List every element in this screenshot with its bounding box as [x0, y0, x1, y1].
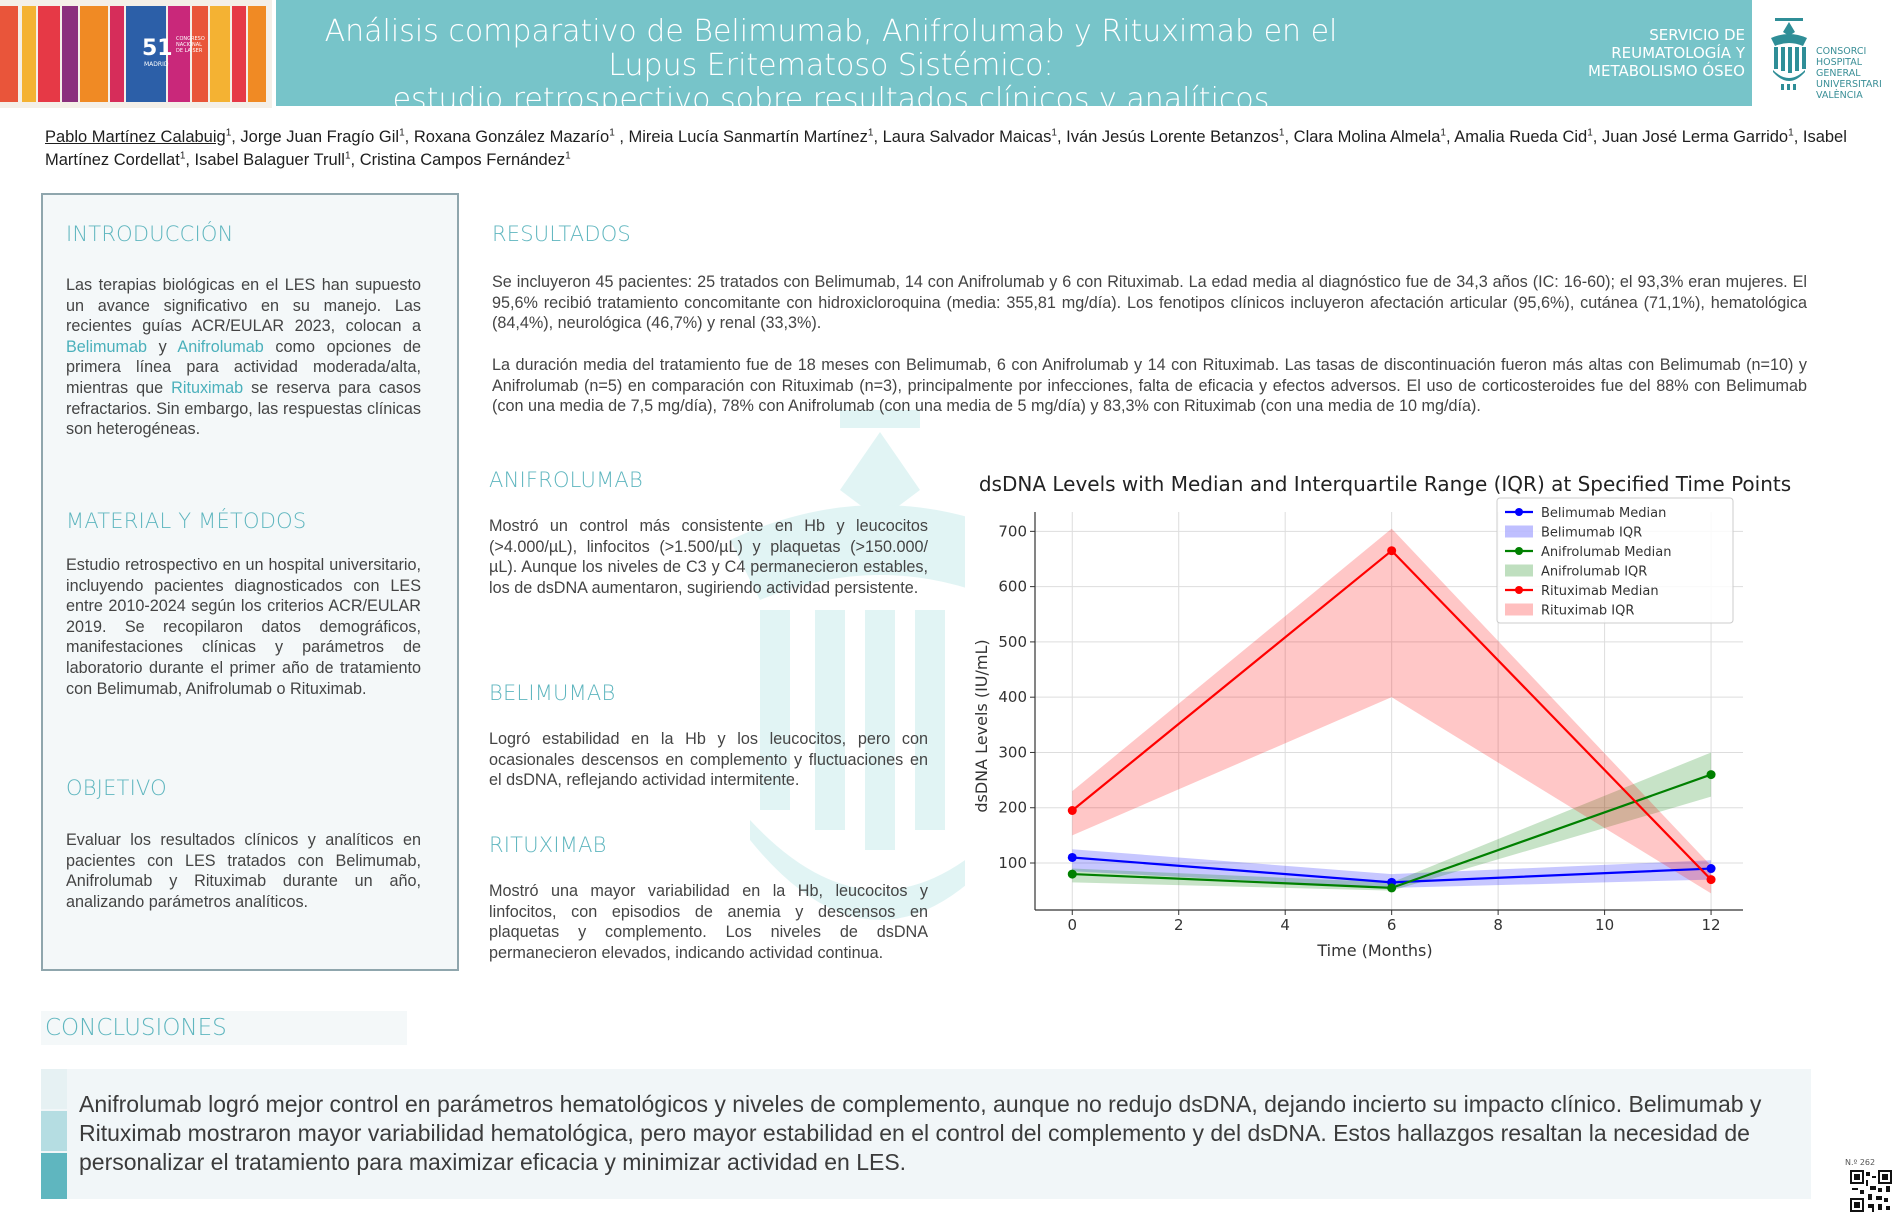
belimumab-heading: BELIMUMAB [489, 681, 616, 705]
conclusions-accent-bar [41, 1111, 67, 1151]
affiliation-mark: 1 [1278, 127, 1285, 139]
dsdna-chart [965, 468, 1808, 970]
affiliation-mark: 1 [1051, 127, 1057, 139]
legend-label: Belimumab IQR [1541, 525, 1643, 541]
legend-point-swatch [1515, 586, 1523, 594]
poster-number: N.º 262 [1845, 1158, 1876, 1167]
conclusions-text: Anifrolumab logró mejor control en parámetros hematológicos y niveles de complemento, aunque no redujo dsDNA, dejando incierto su impacto clínico. Belimumab y Rituximab mostraron mayor variabilidad hematológica, pero mayor estabilidad en el control del complemento y del dsDNA. Estos hallazgos resaltan la necesidad de personalizar el tratamiento para maximizar eficacia y minimizar actividad en LES. [79, 1091, 1762, 1175]
author-name: Amalia Rueda Cid [1454, 128, 1588, 146]
congress-city: MADRID [144, 61, 169, 68]
median-point [1707, 770, 1716, 779]
x-tick-label: 2 [1173, 916, 1184, 934]
intro-text-part: como opciones de primera línea para actividad moderada/alta, mientras que [66, 337, 421, 397]
drug-highlight-anifrolumab: Anifrolumab [177, 337, 264, 356]
belimumab-text: Logró estabilidad en la Hb y los leucocitos, pero con ocasionales descensos en complemento y fluctuaciones en el dsDNA, reflejando actividad intermitente. [489, 730, 928, 790]
congress-badge [126, 28, 206, 92]
median-point [1707, 864, 1716, 873]
methods-heading: MATERIAL Y MÉTODOS [66, 509, 307, 533]
anifrolumab-heading: ANIFROLUMAB [489, 468, 643, 492]
affiliation-mark: 1 [867, 127, 874, 139]
conclusions-accent-bar [41, 1069, 67, 1109]
affiliation-mark: 1 [179, 150, 186, 162]
affiliation-mark: 1 [399, 127, 405, 139]
hospital-emblem-icon [1765, 14, 1813, 92]
y-axis-label: dsDNA Levels (IU/mL) [972, 639, 991, 813]
objective-text: Evaluar los resultados clínicos y analíticos en pacientes con LES tratados con Belimumab, Anifrolumab y Rituximab durante un año, analizando parámetros analíticos. [66, 831, 421, 911]
y-tick-label: 300 [998, 743, 1027, 762]
legend-label: Anifrolumab IQR [1541, 564, 1648, 580]
median-point [1068, 870, 1077, 879]
poster-title [276, 15, 1386, 117]
legend-label: Rituximab Median [1541, 584, 1659, 599]
x-tick-label: 4 [1280, 916, 1290, 934]
x-tick-label: 10 [1595, 916, 1615, 934]
results-heading: RESULTADOS [492, 222, 631, 246]
department-line: METABOLISMO ÓSEO [1588, 62, 1745, 80]
legend-band-swatch [1505, 565, 1533, 577]
drug-highlight-rituximab: Rituximab [171, 378, 244, 397]
median-point [1068, 853, 1077, 862]
median-point [1068, 806, 1077, 815]
y-tick-label: 700 [998, 522, 1027, 541]
hospital-name-line: VALÈNCIA [1816, 90, 1863, 101]
title-line-2: estudio retrospectivo sobre resultados clínicos y analíticos [392, 82, 1270, 117]
legend-band-swatch [1505, 526, 1533, 538]
congress-logo [0, 0, 272, 108]
affiliation-mark: 1 [565, 150, 571, 162]
dsdna-chart-svg [965, 468, 1808, 970]
legend-label: Anifrolumab Median [1541, 545, 1672, 560]
congress-label: CONGRESO NACIONAL DE LA SER [176, 36, 205, 54]
intro-text-part: se reserva para casos refractarios. Sin embargo, las respuestas clínicas son heterogéneas. [66, 378, 422, 439]
x-axis-label: Time (Months) [1317, 941, 1433, 960]
median-point [1707, 875, 1716, 884]
author-list: Pablo Martínez Calabuig$^1$, Jorge Juan Fragío Gil$^1$, Roxana González Mazarío$^1$ , Mireia Lucía Sanmartín Martínez$^1$, Laura Salvador Maicas$^1$, Iván Jesús Lorente Betanzos$^1$, Clara Molina Almela$^1$, Amalia Rueda Cid$^1$, Juan José Lerma Garrido$^1$, Isabel Martínez Cordellat$^1$, Isabel Balaguer Trull$^1$, Cristina Campos Fernández$^1$ [45, 127, 1847, 169]
results-paragraph-1: Se incluyeron 45 pacientes: 25 tratados con Belimumab, 14 con Anifrolumab y 6 con Rituximab. La edad media al diagnóstico fue de 34,3 años (IC: 16-60); el 93,3% eran mujeres. El 95,6% recibió tratamiento concomitante con hidroxicloroquina (media: 355,81 mg/día). Los fenotipos clínicos incluyeron afectación articular (95,6%), cutánea (71,1%), hematológica (84,4%), neurológica (46,7%) y renal (33,3%). [492, 273, 1807, 333]
affiliation-mark: 1 [344, 150, 351, 162]
hospital-name-line: HOSPITAL GENERAL [1816, 57, 1863, 79]
y-tick-label: 200 [998, 798, 1027, 817]
chart-title: dsDNA Levels with Median and Interquartile Range (IQR) at Specified Time Points [978, 472, 1792, 496]
department-name [1560, 26, 1745, 80]
congress-number: 51 [142, 36, 173, 61]
conclusions-heading: CONCLUSIONES [45, 1015, 227, 1041]
y-tick-label: 500 [998, 632, 1027, 651]
x-tick-label: 8 [1493, 916, 1503, 934]
hospital-name-line: CONSORCI [1816, 46, 1867, 57]
author-name: Clara Molina Almela [1293, 128, 1441, 146]
affiliation-mark: 1 [1587, 127, 1593, 139]
department-line: SERVICIO DE [1649, 26, 1745, 44]
intro-text [66, 275, 421, 440]
objective-heading: OBJETIVO [66, 776, 167, 800]
hospital-name [1816, 46, 1900, 101]
author-name: Jorge Juan Fragío Gil [240, 128, 400, 146]
x-tick-label: 0 [1067, 916, 1078, 934]
qr-code-icon [1850, 1170, 1892, 1212]
x-tick-label: 6 [1386, 916, 1397, 934]
intro-text-part: y [146, 337, 178, 356]
rituximab-heading: RITUXIMAB [489, 833, 607, 857]
affiliation-mark: 1 [1440, 127, 1446, 139]
affiliation-mark: 1 [225, 127, 232, 139]
affiliation-mark: 1 [1788, 127, 1794, 139]
department-line: REUMATOLOGÍA Y [1611, 44, 1745, 62]
first-author: Pablo Martínez Calabuig [45, 128, 226, 146]
rituximab-text: Mostró una mayor variabilidad en la Hb, leucocitos y linfocitos, con episodios de anemia y descensos en plaquetas y complemento. Los niveles de dsDNA permanecieron elevados, indicando actividad continua. [489, 882, 928, 962]
median-point [1387, 546, 1396, 555]
y-tick-label: 400 [998, 688, 1027, 707]
intro-heading: INTRODUCCIÓN [66, 222, 234, 246]
legend-point-swatch [1515, 547, 1523, 555]
author-name: Cristina Campos Fernández [359, 151, 566, 169]
anifrolumab-text: Mostró un control más consistente en Hb y leucocitos (>4.000/µL), linfocitos (>1.500/µL) y plaquetas (>150.000/µL). Aunque los niveles de C3 y C4 permanecieron estables, los de dsDNA aumentaron, sugiriendo actividad persistente. [489, 517, 928, 597]
hospital-logo [1760, 14, 1900, 101]
drug-highlight-belimumab: Belimumab [66, 337, 147, 356]
x-tick-label: 12 [1701, 916, 1721, 934]
hospital-name-line: UNIVERSITARI [1816, 79, 1882, 90]
author-name: Isabel Balaguer Trull [194, 151, 345, 169]
legend-point-swatch [1515, 508, 1523, 516]
poster-header [0, 0, 1900, 117]
affiliation-mark: 1 [609, 127, 615, 139]
legend-band-swatch [1505, 604, 1533, 616]
median-point [1387, 883, 1396, 892]
author-name: Juan José Lerma Garrido [1601, 128, 1789, 146]
legend-label: Rituximab IQR [1541, 603, 1635, 619]
y-tick-label: 600 [998, 577, 1027, 596]
methods-text: Estudio retrospectivo en un hospital universitario, incluyendo pacientes diagnosticados con LES entre 2010-2024 según los criterios ACR/EULAR 2019. Se recopilaron datos demográficos, manifestaciones clínicas y parámetros de laboratorio durante el primer año de tratamiento con Belimumab, Anifrolumab o Rituximab. [66, 556, 421, 698]
conclusions-accent-bar [41, 1153, 67, 1199]
author-name: Iván Jesús Lorente Betanzos [1066, 128, 1279, 146]
results-paragraph-2: La duración media del tratamiento fue de 18 meses con Belimumab, 6 con Anifrolumab y 14 con Rituximab. Las tasas de discontinuación fueron más altas con Belimumab (n=10) y Anifrolumab (n=5) en comparación con Rituximab (n=3), principalmente por infecciones, falta de eficacia y efectos adversos. El uso de corticosteroides fue del 88% con Belimumab (con una media de 7,5 mg/día), 78% con Anifrolumab (con una media de 5 mg/día) y 83,3% con Rituximab (con una media de 10 mg/día). [492, 356, 1807, 416]
author-name: Laura Salvador Maicas [882, 128, 1052, 146]
author-name: Isabel Martínez Cordellat [45, 128, 1847, 169]
intro-text-part: Las terapias biológicas en el LES han supuesto un avance significativo en su manejo. Las recientes guías ACR/EULAR 2023, colocan a [66, 276, 421, 336]
author-name: Roxana González Mazarío [413, 128, 610, 146]
title-line-1: Análisis comparativo de Belimumab, Anifrolumab y Rituximab en el Lupus Eritematoso Sistémico: [324, 14, 1338, 83]
legend-label: Belimumab Median [1541, 506, 1667, 521]
author-name: Mireia Lucía Sanmartín Martínez [628, 128, 868, 146]
y-tick-label: 100 [998, 854, 1027, 873]
